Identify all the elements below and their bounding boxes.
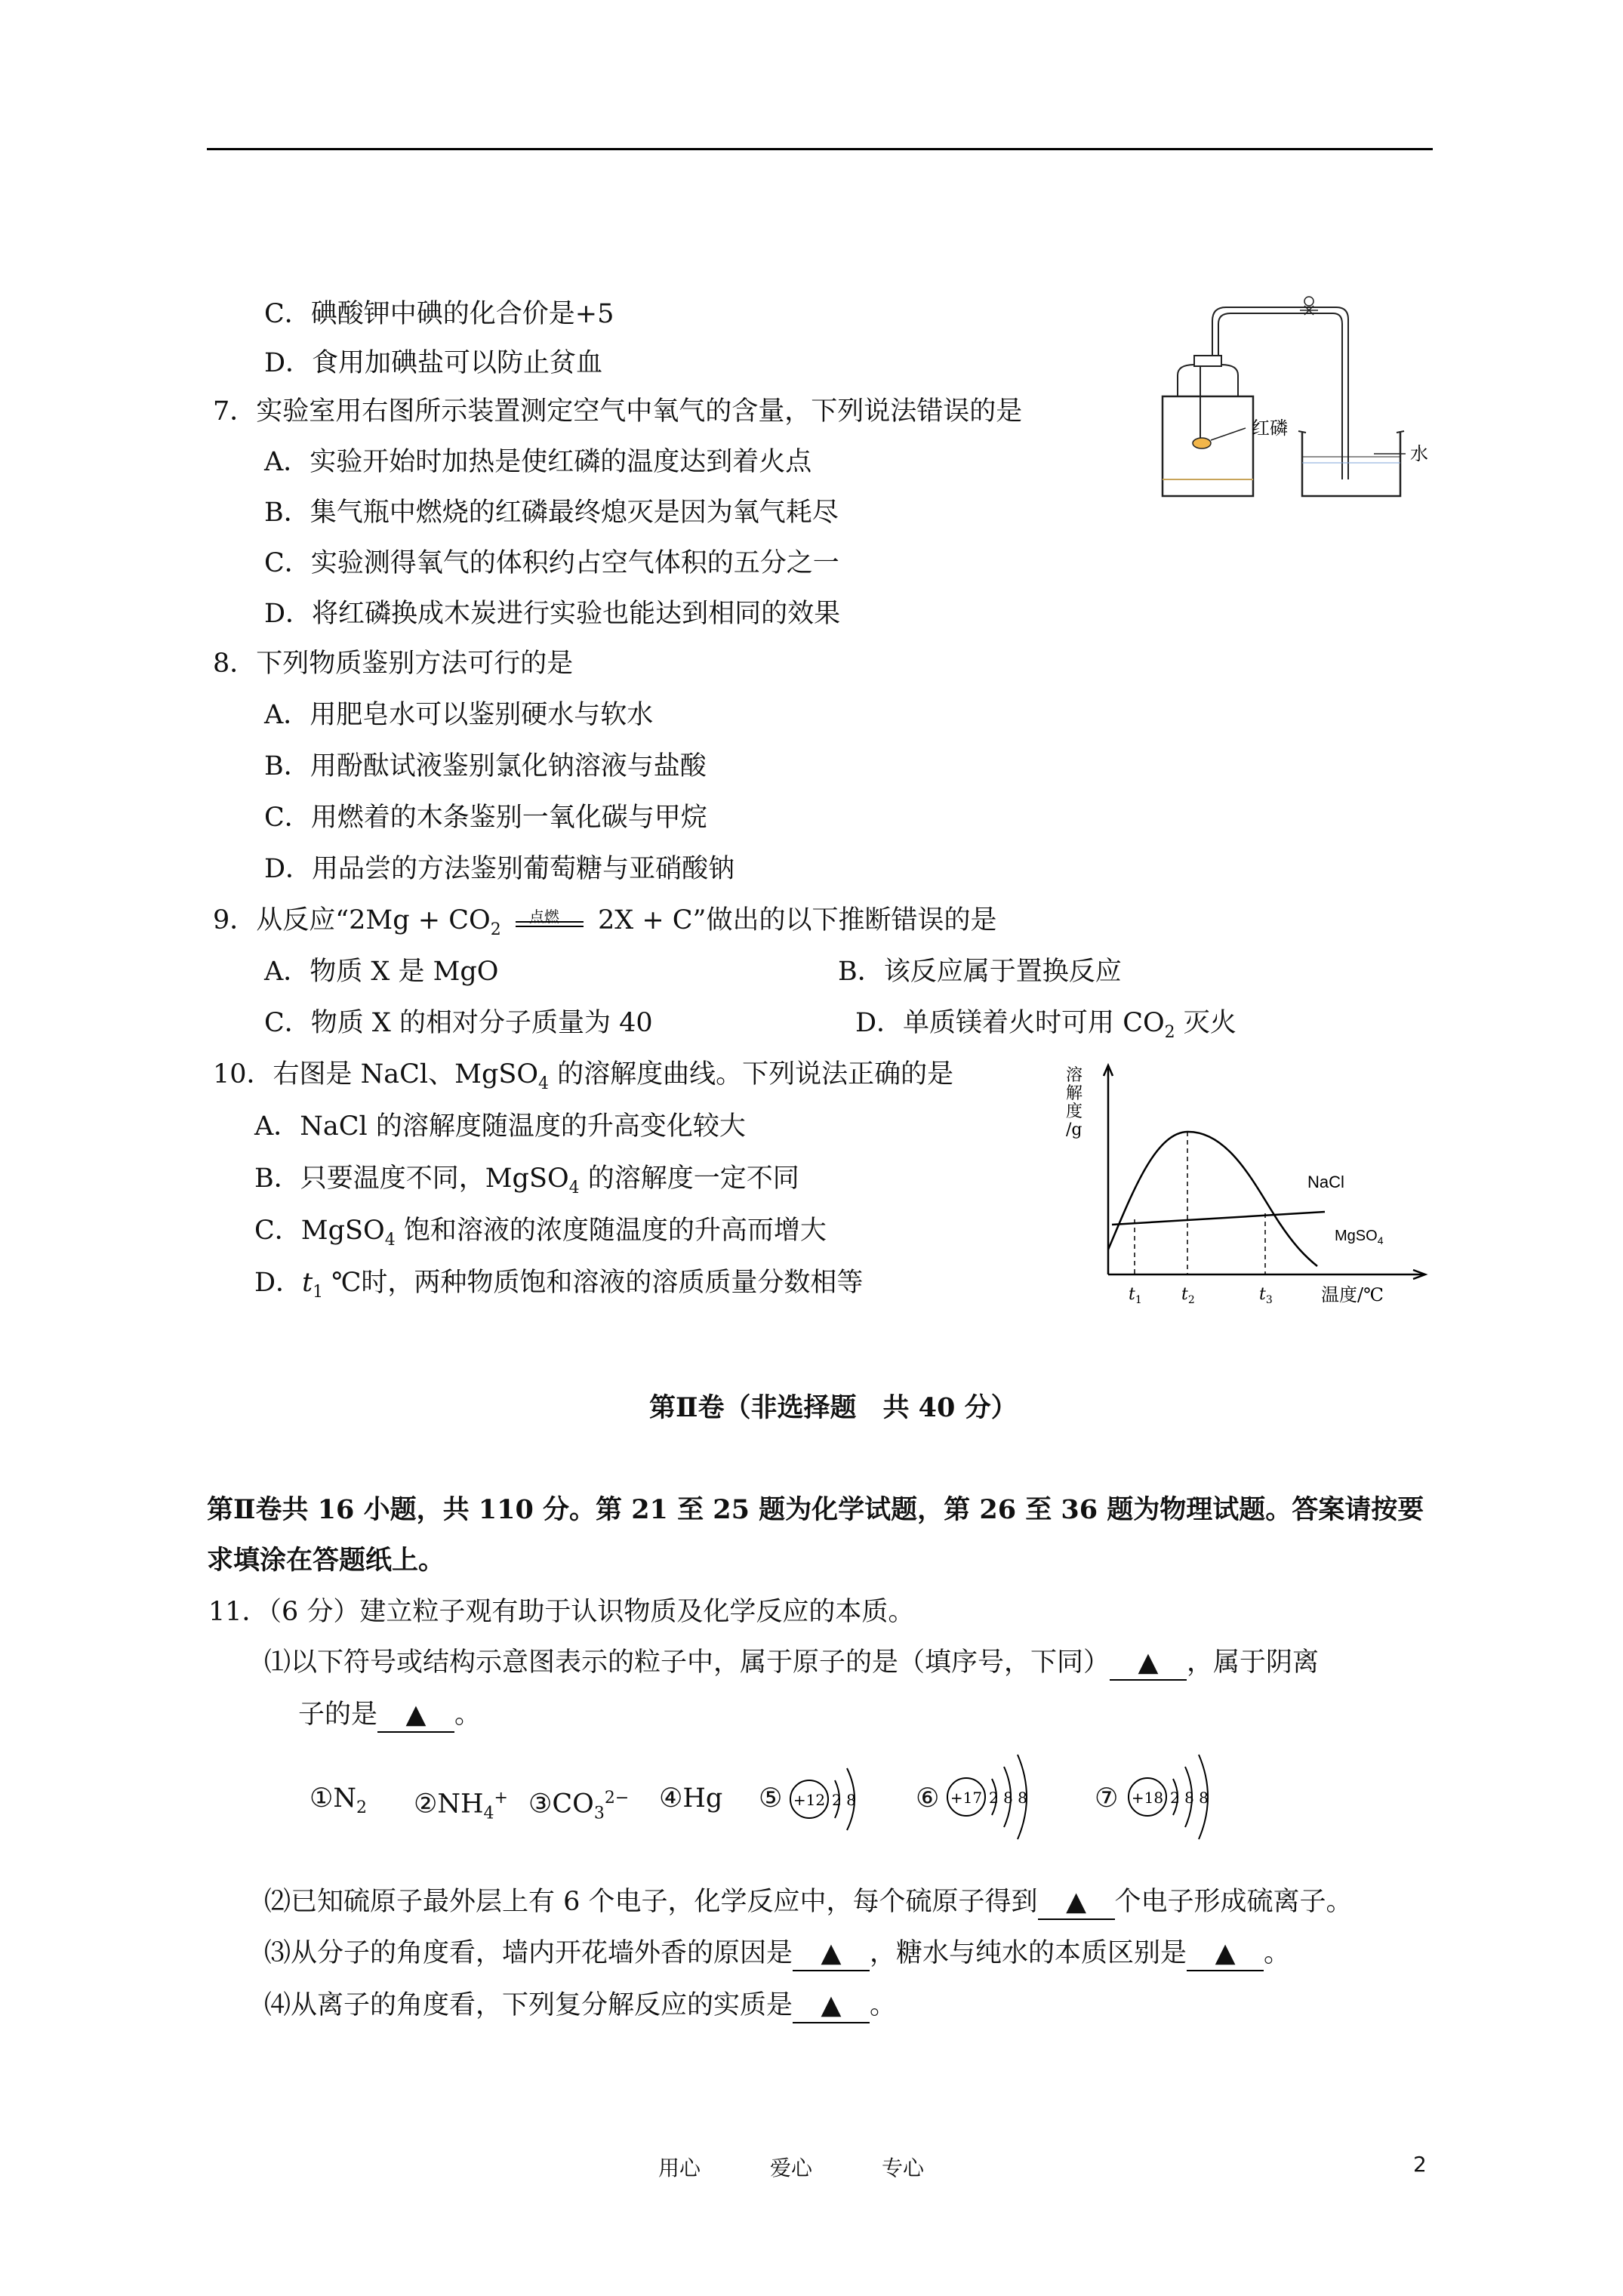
particle-1-sub: 2 xyxy=(356,1798,368,1817)
q10-stem-post: 的溶解度曲线。下列说法正确的是 xyxy=(549,1059,954,1089)
q11-part4 xyxy=(264,1989,896,2023)
q7-option-b: B．集气瓶中燃烧的红磷最终熄灭是因为氧气耗尽 xyxy=(264,498,839,528)
q10-stem xyxy=(213,1058,953,1101)
q10-b-post: 的溶解度一定不同 xyxy=(579,1163,799,1194)
q11-stem: 11．（6 分）建立粒子观有助于认识物质及化学反应的本质。 xyxy=(208,1597,915,1627)
q6-option-d: D．食用加碘盐可以防止贫血 xyxy=(264,348,603,378)
q11-part3-mid: ，糖水与纯水的本质区别是 xyxy=(870,1938,1187,1968)
series-mgso4-line xyxy=(1108,1132,1317,1266)
q8-option-c: C．用燃着的木条鉴别一氧化碳与甲烷 xyxy=(264,803,707,833)
q11-part2-pre: ⑵已知硫原子最外层上有 6 个电子，化学反应中，每个硫原子得到 xyxy=(264,1887,1038,1917)
section2-intro-line2: 求填涂在答题纸上。 xyxy=(207,1545,445,1576)
q11-part1-line2 xyxy=(298,1698,481,1733)
series-nacl-line xyxy=(1112,1212,1325,1225)
q10-option-a: A．NaCl 的溶解度随温度的升高变化较大 xyxy=(254,1111,746,1142)
section2-title: 第Ⅱ卷（非选择题 共 40 分） xyxy=(649,1392,1018,1423)
answer-blank-ion-essence[interactable]: ▲ xyxy=(793,1989,870,2023)
solubility-chart xyxy=(1064,1061,1442,1321)
q8-option-d: D．用品尝的方法鉴别葡萄糖与亚硝酸钠 xyxy=(264,854,735,884)
answer-blank-electrons[interactable]: ▲ xyxy=(1038,1885,1115,1920)
q6-option-c: C．碘酸钾中碘的化合价是+5 xyxy=(264,299,614,329)
answer-blank-anions[interactable]: ▲ xyxy=(377,1698,454,1733)
q9-stem xyxy=(213,904,996,947)
q11-part1-mid: ，属于阴离 xyxy=(1187,1647,1320,1678)
q10-option-b xyxy=(254,1162,799,1205)
particle-6-nucleus: +17 xyxy=(950,1789,983,1807)
particle-7-number: ⑦ xyxy=(1095,1783,1119,1814)
particle-1 xyxy=(310,1782,367,1825)
oxygen-apparatus-figure xyxy=(1140,291,1457,506)
section2-intro-line1: 第Ⅱ卷共 16 小题，共 110 分。第 21 至 25 题为化学试题，第 26 至 36 题为物理试题。答案请按要 xyxy=(207,1494,1424,1525)
q10-b-sub: 4 xyxy=(568,1179,580,1197)
particle-5-number: ⑤ xyxy=(759,1783,783,1814)
answer-blank-fragrance[interactable]: ▲ xyxy=(793,1937,870,1971)
particle-1-text: ①N xyxy=(310,1783,357,1814)
q11-part1-line1 xyxy=(264,1646,1319,1681)
q9-stem-pre: 9．从反应“2Mg + CO xyxy=(213,905,491,935)
x-axis-label: 温度/℃ xyxy=(1321,1284,1384,1305)
q9-option-d xyxy=(855,1006,1236,1049)
q11-part2 xyxy=(264,1885,1353,1920)
q11-part4-pre: ⑷从离子的角度看，下列复分解反应的实质是 xyxy=(264,1990,793,2020)
q9-stem-sub: 2 xyxy=(490,920,501,939)
y-label-char-4: /g xyxy=(1066,1120,1083,1139)
tick-t1-sub: 1 xyxy=(1135,1294,1142,1306)
tick-t1-t: t xyxy=(1129,1285,1135,1304)
tick-t3-t: t xyxy=(1259,1285,1266,1304)
q10-d-t: t xyxy=(302,1268,313,1298)
q10-c-post: 饱和溶液的浓度随温度的升高而增大 xyxy=(395,1216,827,1246)
particle-5-structure xyxy=(785,1758,876,1841)
q10-stem-pre: 10．右图是 NaCl、MgSO xyxy=(213,1059,539,1089)
y-label-char-1: 溶 xyxy=(1066,1066,1083,1085)
q7-option-c: C．实验测得氧气的体积约占空气体积的五分之一 xyxy=(264,548,839,578)
q9-option-b: B．该反应属于置换反应 xyxy=(838,957,1122,987)
q9-option-a: A．物质 X 是 MgO xyxy=(264,957,499,987)
series-label-mgso4 xyxy=(1335,1228,1384,1247)
q11-part3 xyxy=(264,1937,1290,1971)
q10-option-d xyxy=(254,1266,863,1309)
q7-option-a: A．实验开始时加热是使红磷的温度达到着火点 xyxy=(264,447,812,477)
reaction-condition: 点燃 xyxy=(528,907,559,926)
q9-option-c: C．物质 X 的相对分子质量为 40 xyxy=(264,1008,653,1038)
q8-option-a: A．用肥皂水可以鉴别硬水与软水 xyxy=(264,700,654,730)
tick-t3 xyxy=(1259,1285,1273,1306)
tick-t2-sub: 2 xyxy=(1187,1294,1195,1306)
footer-left: 用心 xyxy=(658,2156,701,2180)
label-water: 水 xyxy=(1410,444,1428,464)
q9-d-sub: 2 xyxy=(1164,1023,1175,1042)
particle-4: ④Hg xyxy=(659,1783,723,1814)
particle-6-structure xyxy=(942,1750,1055,1844)
series-label-mgso4-sub: 4 xyxy=(1377,1234,1384,1247)
q8-option-b: B．用酚酞试液鉴别氯化钠溶液与盐酸 xyxy=(264,751,707,781)
particle-3 xyxy=(528,1782,629,1831)
tick-t3-sub: 3 xyxy=(1265,1294,1273,1306)
q9-stem-post: 2X + C”做出的以下推断错误的是 xyxy=(598,905,997,935)
particle-5-shells: 2 8 xyxy=(832,1791,856,1809)
particle-7-structure xyxy=(1123,1750,1236,1844)
q11-part2-post: 个电子形成硫离子。 xyxy=(1114,1887,1353,1917)
particle-6-shells: 2 8 8 xyxy=(989,1789,1027,1807)
q10-b-pre: B．只要温度不同，MgSO xyxy=(254,1163,569,1194)
particle-3-sub: 3 xyxy=(593,1804,605,1823)
particle-2 xyxy=(414,1782,508,1831)
particle-3-sup: 2− xyxy=(604,1789,630,1808)
q11-part1-text: ⑴以下符号或结构示意图表示的粒子中，属于原子的是（填序号，下同） xyxy=(264,1647,1110,1678)
q10-d-post: ℃时，两种物质饱和溶液的溶质质量分数相等 xyxy=(323,1268,864,1298)
q9-d-pre: D．单质镁着火时可用 CO xyxy=(855,1008,1165,1038)
q9-d-post: 灭火 xyxy=(1175,1008,1236,1038)
q8-stem: 8．下列物质鉴别方法可行的是 xyxy=(213,649,574,679)
particle-2-sup: + xyxy=(494,1789,508,1808)
q11-part1-line2-text: 子的是 xyxy=(298,1700,378,1730)
q11-part4-end: 。 xyxy=(870,1990,897,2020)
reaction-arrow xyxy=(516,907,584,933)
tick-t1 xyxy=(1129,1285,1142,1306)
footer-right: 专心 xyxy=(882,2156,925,2180)
series-label-nacl: NaCl xyxy=(1307,1173,1344,1191)
tick-t2 xyxy=(1181,1285,1195,1306)
q10-option-c xyxy=(254,1214,827,1257)
answer-blank-sugar-water[interactable]: ▲ xyxy=(1187,1937,1264,1971)
particle-2-sub: 4 xyxy=(483,1804,494,1823)
y-label-char-2: 解 xyxy=(1066,1084,1083,1103)
q11-part3-end: 。 xyxy=(1264,1938,1291,1968)
page-number: 2 xyxy=(1413,2152,1427,2177)
particle-7-shells: 2 8 8 xyxy=(1170,1789,1209,1807)
q10-c-pre: C．MgSO xyxy=(254,1216,385,1246)
answer-blank-atoms[interactable]: ▲ xyxy=(1110,1646,1187,1681)
particle-5-nucleus: +12 xyxy=(793,1791,826,1809)
q11-part1-end: 。 xyxy=(454,1700,482,1730)
footer-mid: 爱心 xyxy=(770,2156,813,2180)
particle-7-nucleus: +18 xyxy=(1131,1789,1164,1807)
particle-2-text: ②NH xyxy=(414,1789,484,1820)
particle-6-number: ⑥ xyxy=(916,1783,940,1814)
label-phosphorus: 红磷 xyxy=(1252,418,1288,439)
y-label-char-3: 度 xyxy=(1066,1102,1083,1121)
q10-d-pre: D． xyxy=(254,1268,303,1298)
q7-stem: 7．实验室用右图所示装置测定空气中氧气的含量，下列说法错误的是 xyxy=(213,396,1023,427)
q7-option-d: D．将红磷换成木炭进行实验也能达到相同的效果 xyxy=(264,599,841,629)
q10-stem-sub: 4 xyxy=(538,1074,550,1093)
q10-d-sub: 1 xyxy=(313,1283,324,1302)
tick-t2-t: t xyxy=(1181,1285,1188,1304)
q11-part3-pre: ⑶从分子的角度看，墙内开花墙外香的原因是 xyxy=(264,1938,793,1968)
particle-3-text: ③CO xyxy=(528,1789,594,1820)
series-label-mgso4-pre: MgSO xyxy=(1335,1228,1378,1244)
header-rule xyxy=(207,148,1433,150)
q10-c-sub: 4 xyxy=(384,1231,396,1250)
